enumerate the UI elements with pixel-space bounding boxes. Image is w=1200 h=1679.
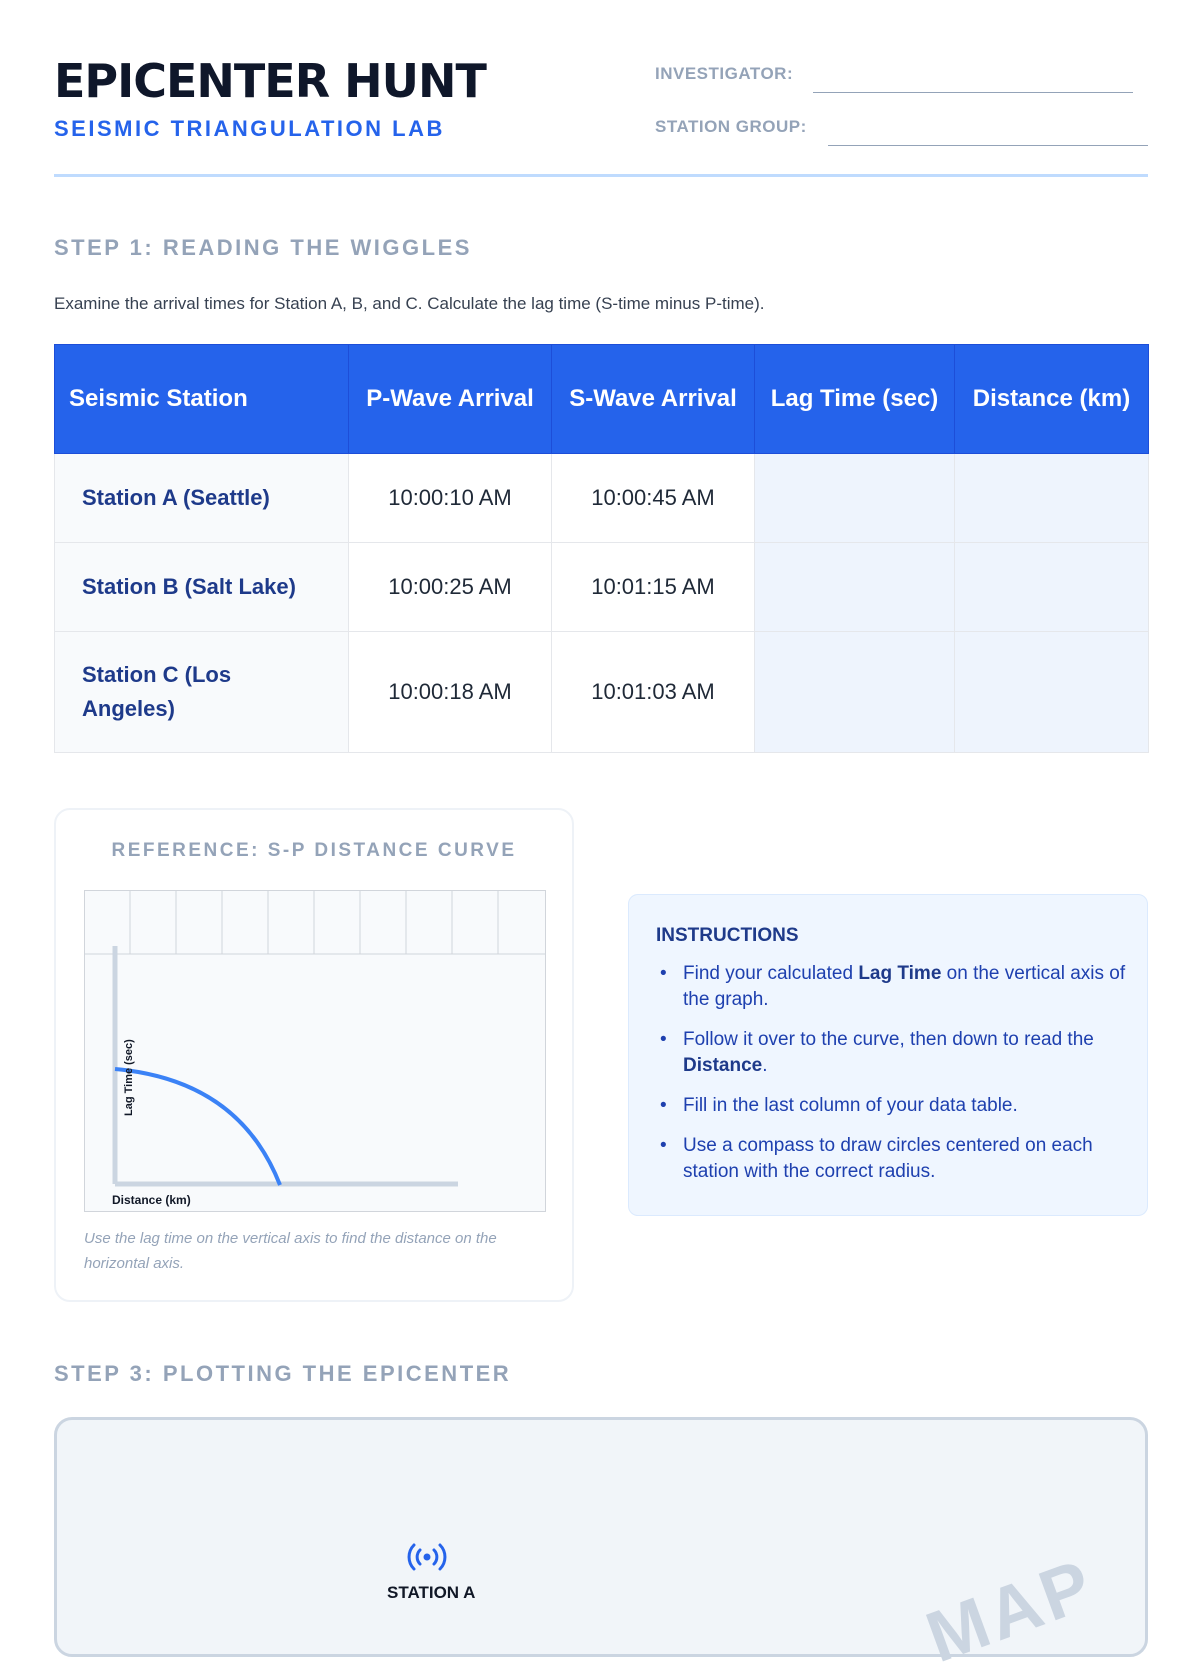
column-header: Seismic Station [55, 345, 349, 454]
station-name: Station B (Salt Lake) [55, 543, 349, 632]
column-header: Lag Time (sec) [755, 345, 955, 454]
epicenter-map[interactable] [54, 1417, 1148, 1679]
instruction-text: Follow it over to the curve, then down to read the [683, 1029, 1094, 1050]
column-header: P-Wave Arrival [349, 345, 552, 454]
instruction-text: Fill in the last column of your data table. [683, 1095, 1018, 1116]
s-wave-arrival: 10:00:45 AM [552, 454, 755, 543]
station-group-label: STATION GROUP: [655, 117, 807, 136]
sp-distance-chart [84, 890, 546, 1212]
station-name: Station C (Los Angeles) [55, 632, 349, 753]
s-wave-arrival: 10:01:03 AM [552, 632, 755, 753]
bullet-icon: • [660, 1135, 667, 1156]
bullet-icon: • [660, 1095, 667, 1116]
instruction-text: Find your calculated [683, 963, 859, 984]
instruction-item [656, 1133, 1126, 1185]
distance-cell[interactable] [955, 543, 1149, 632]
step1-title: STEP 1: READING THE WIGGLES [54, 235, 472, 260]
reference-title: REFERENCE: S-P DISTANCE CURVE [111, 840, 517, 861]
instruction-text: Use a compass to draw circles centered on each station with the correct radius. [683, 1135, 1093, 1182]
column-header: S-Wave Arrival [552, 345, 755, 454]
table-row [55, 632, 1149, 753]
page-subtitle: SEISMIC TRIANGULATION LAB [54, 116, 445, 141]
p-wave-arrival: 10:00:10 AM [349, 454, 552, 543]
instruction-item [656, 1027, 1126, 1079]
distance-cell[interactable] [955, 454, 1149, 543]
arrival-times-table [54, 344, 1149, 753]
table-row [55, 543, 1149, 632]
reference-card [54, 808, 574, 1302]
lag-time-cell[interactable] [755, 454, 955, 543]
map-watermark: MAP [916, 1543, 1106, 1679]
bullet-icon: • [660, 1029, 667, 1050]
p-wave-arrival: 10:00:25 AM [349, 543, 552, 632]
investigator-field[interactable] [813, 92, 1133, 93]
x-axis-label: Distance (km) [112, 1193, 191, 1207]
column-header: Distance (km) [955, 345, 1149, 454]
instruction-emphasis: Distance [683, 1055, 763, 1076]
instructions-panel [628, 894, 1148, 1216]
instruction-text: . [762, 1055, 768, 1076]
lag-time-cell[interactable] [755, 632, 955, 753]
header-divider [54, 174, 1148, 177]
s-wave-arrival: 10:01:15 AM [552, 543, 755, 632]
station-group-field[interactable] [828, 145, 1148, 146]
step1-intro: Examine the arrival times for Station A, B, and C. Calculate the lag time (S-time minus P-time). [54, 294, 765, 313]
step3-title: STEP 3: PLOTTING THE EPICENTER [54, 1361, 512, 1386]
y-axis-label: Lag Time (sec) [123, 1039, 135, 1116]
station-name: Station A (Seattle) [55, 454, 349, 543]
investigator-label: INVESTIGATOR: [655, 64, 794, 83]
instructions-list [656, 961, 1126, 1199]
instruction-emphasis: Lag Time [858, 963, 942, 984]
table-row [55, 454, 1149, 543]
instructions-title: INSTRUCTIONS [656, 925, 799, 946]
instruction-text: on the vertical axis of the graph. [683, 963, 1126, 1010]
broadcast-tower-icon [407, 1541, 447, 1573]
lag-time-cell[interactable] [755, 543, 955, 632]
bullet-icon: • [660, 963, 667, 984]
station-a-label: STATION A [387, 1583, 476, 1602]
page-title: EPICENTER HUNT [54, 54, 486, 108]
instruction-item [656, 1093, 1126, 1119]
table-header-row [55, 345, 1149, 454]
instruction-item [656, 961, 1126, 1013]
distance-cell[interactable] [955, 632, 1149, 753]
reference-note: Use the lag time on the vertical axis to find the distance on the horizontal axis. [84, 1230, 497, 1272]
p-wave-arrival: 10:00:18 AM [349, 632, 552, 753]
chart-frame [85, 891, 546, 1212]
